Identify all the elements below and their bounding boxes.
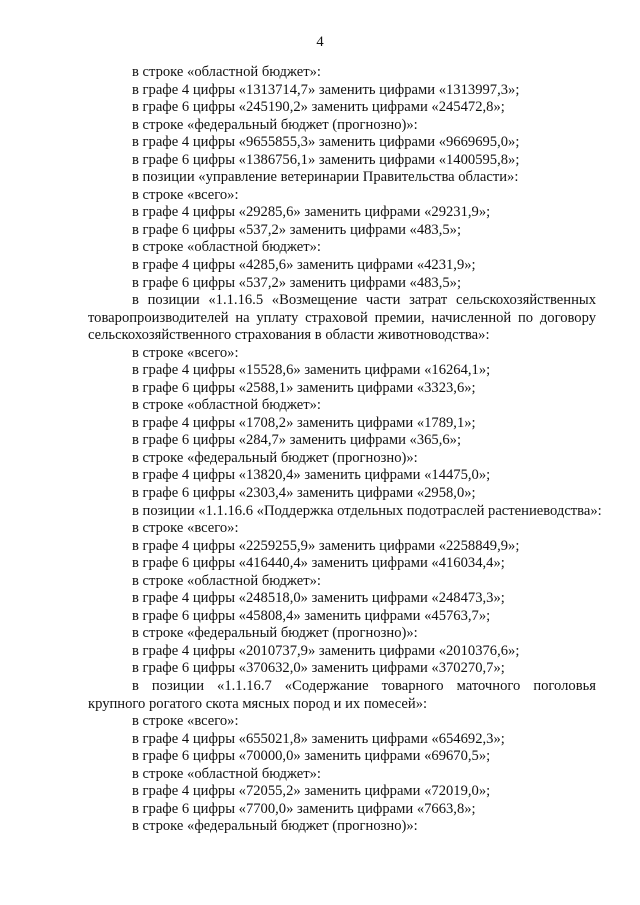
text-line: в строке «федеральный бюджет (прогнозно)»:: [132, 449, 418, 466]
page-number: 4: [316, 34, 324, 50]
text-line: в графе 6 цифры «70000,0» заменить цифрами «69670,5»;: [132, 748, 491, 765]
text-line: в графе 6 цифры «1386756,1» заменить цифрами «1400595,8»;: [132, 151, 520, 168]
text-line: в графе 4 цифры «2259255,9» заменить цифрами «2258849,9»;: [132, 537, 520, 554]
text-line: в строке «федеральный бюджет (прогнозно)»:: [132, 818, 418, 835]
text-line: в графе 4 цифры «15528,6» заменить цифрами «16264,1»;: [132, 362, 491, 379]
text-line: в строке «областной бюджет»:: [132, 572, 321, 589]
text-line: в графе 4 цифры «248518,0» заменить цифрами «248473,3»;: [132, 590, 505, 607]
text-line: в графе 6 цифры «537,2» заменить цифрами «483,5»;: [132, 274, 462, 291]
text-line: в строке «федеральный бюджет (прогнозно)»:: [132, 625, 418, 642]
document-body: [88, 64, 602, 836]
text-line: в строке «всего»:: [132, 344, 239, 361]
text-line: в графе 6 цифры «7700,0» заменить цифрами «7663,8»;: [132, 800, 476, 817]
text-line: в строке «всего»:: [132, 520, 239, 537]
text-line: в строке «областной бюджет»:: [132, 64, 321, 80]
text-line: в графе 4 цифры «13820,4» заменить цифрами «14475,0»;: [132, 467, 491, 484]
text-line: в графе 6 цифры «284,7» заменить цифрами «365,6»;: [132, 432, 462, 449]
text-line: в графе 4 цифры «655021,8» заменить цифрами «654692,3»;: [132, 730, 505, 747]
text-line: в графе 6 цифры «45808,4» заменить цифрами «45763,7»;: [132, 607, 491, 624]
text-line: в графе 6 цифры «2303,4» заменить цифрами «2958,0»;: [132, 484, 476, 501]
text-line: в строке «всего»:: [132, 186, 239, 203]
text-line: в графе 6 цифры «537,2» заменить цифрами «483,5»;: [132, 221, 462, 238]
paragraph: в позиции «1.1.16.7 «Содержание товарного маточного поголовья крупного рогатого скота мясных пород и их помесей»:: [88, 678, 596, 712]
text-line: в строке «областной бюджет»:: [132, 765, 321, 782]
text-line: в графе 4 цифры «29285,6» заменить цифрами «29231,9»;: [132, 204, 491, 221]
text-line: в графе 4 цифры «9655855,3» заменить цифрами «9669695,0»;: [132, 134, 520, 151]
text-line: в строке «всего»:: [132, 713, 239, 729]
text-line: в графе 4 цифры «2010737,9» заменить цифрами «2010376,6»;: [132, 642, 520, 659]
text-line: в строке «областной бюджет»:: [132, 397, 321, 414]
text-line: в позиции «управление ветеринарии Правительства области»:: [132, 169, 519, 186]
text-line: в строке «федеральный бюджет (прогнозно)»:: [132, 116, 418, 133]
paragraph: в позиции «1.1.16.5 «Возмещение части затрат сельскохозяйственных товаропроизводителей на уплату страховой премии, начисленной по договору сельскохозяйственного страхования в области животноводства»:: [88, 292, 596, 344]
text-line: в позиции «1.1.16.6 «Поддержка отдельных подотраслей растениеводства»:: [132, 502, 602, 519]
text-line: в графе 4 цифры «1313714,7» заменить цифрами «1313997,3»;: [132, 81, 520, 98]
text-line: в графе 4 цифры «1708,2» заменить цифрами «1789,1»;: [132, 414, 476, 431]
text-line: в графе 6 цифры «370632,0» заменить цифрами «370270,7»;: [132, 660, 505, 677]
text-line: в графе 4 цифры «4285,6» заменить цифрами «4231,9»;: [132, 257, 476, 274]
text-line: в графе 4 цифры «72055,2» заменить цифрами «72019,0»;: [132, 783, 491, 800]
text-line: в графе 6 цифры «416440,4» заменить цифрами «416034,4»;: [132, 555, 505, 572]
text-line: в строке «областной бюджет»:: [132, 239, 321, 256]
text-line: в графе 6 цифры «2588,1» заменить цифрами «3323,6»;: [132, 379, 476, 396]
text-line: в графе 6 цифры «245190,2» заменить цифрами «245472,8»;: [132, 99, 505, 116]
